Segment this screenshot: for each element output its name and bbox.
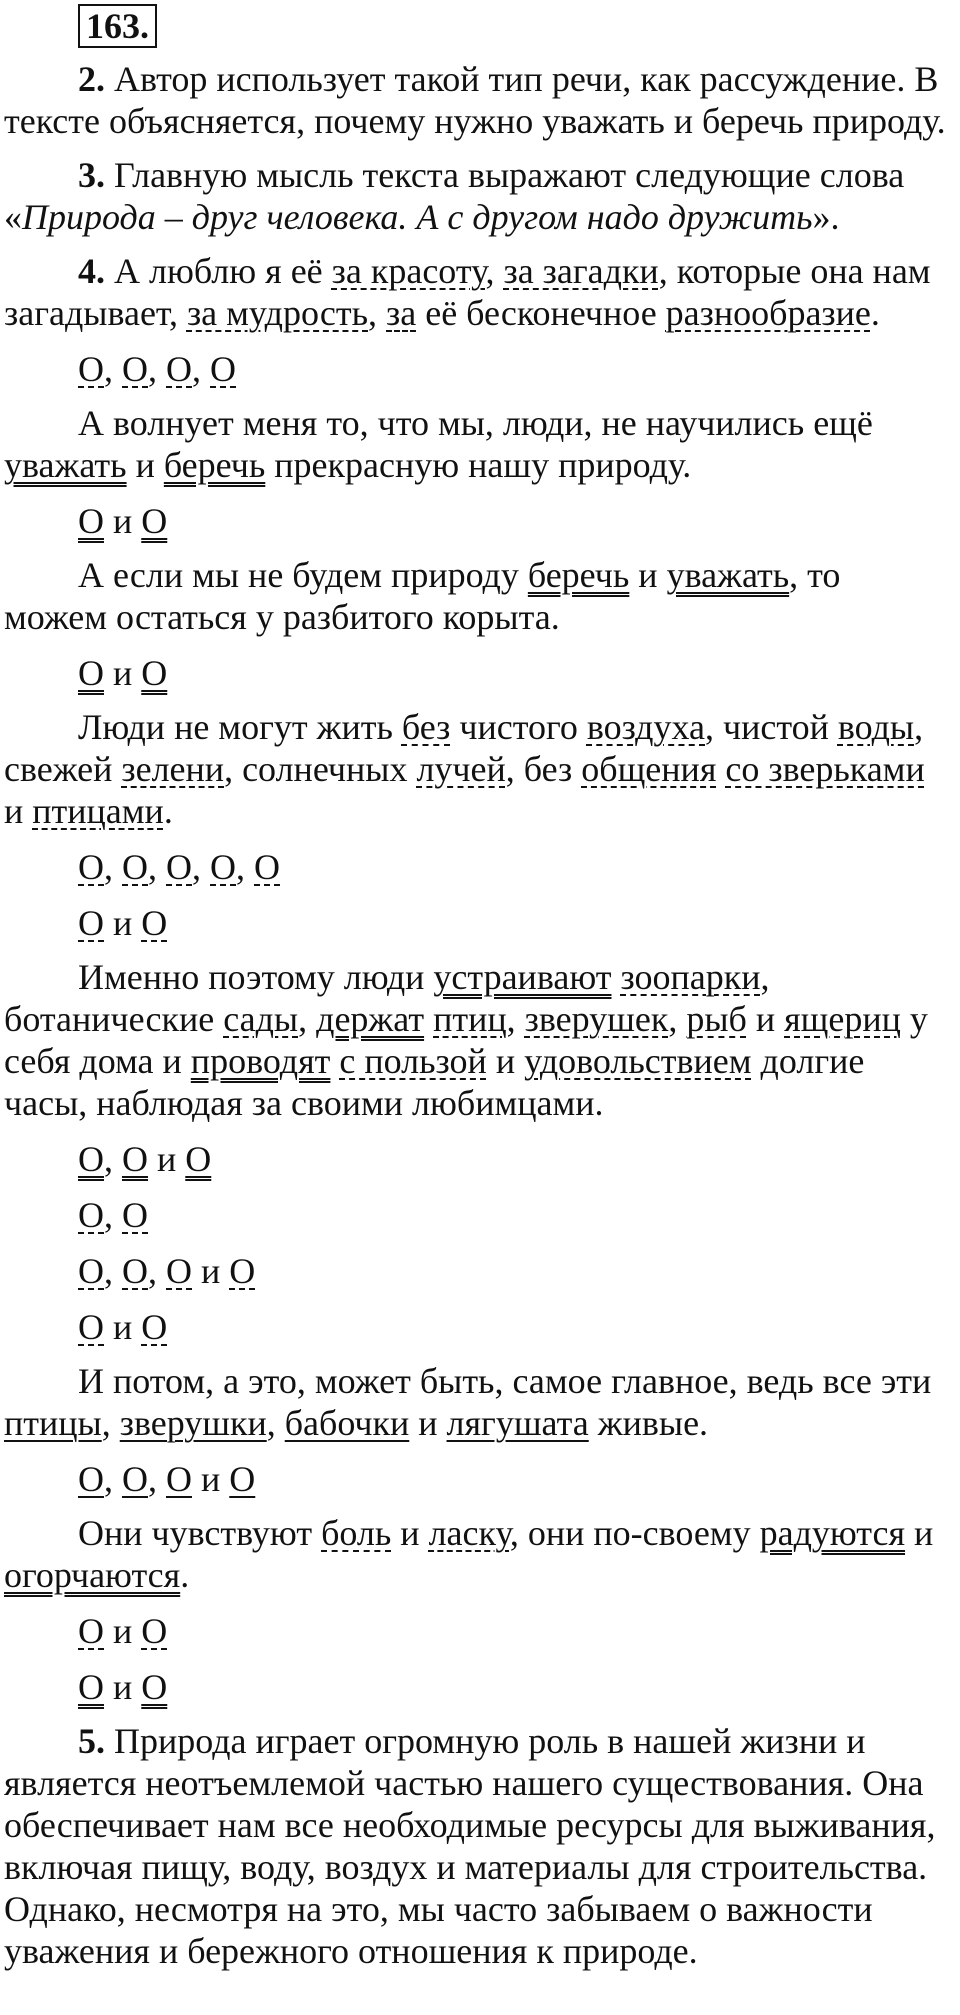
scheme-sep: и [192,1251,230,1291]
scheme-6 [78,1138,952,1180]
scheme-o: О [166,349,192,389]
scheme-sep: , [104,1251,122,1291]
scheme-o: О [166,1251,192,1291]
text: , чистой [705,707,838,747]
scheme-o: О [78,501,104,541]
text: , то можем остаться у разбитого корыта. [4,555,841,637]
answer-item-4-sentence-3 [4,554,952,638]
text: , [368,293,387,333]
text: , которые она нам загадывает, [4,251,931,333]
text: Они чувствуют [78,1513,322,1553]
scheme-o: О [185,1139,212,1179]
text: у себя дома и [4,999,928,1081]
scheme-sep: , [148,1459,166,1499]
scheme-7 [78,1194,952,1236]
item-text: Автор использует такой тип речи, как рассуждение. В тексте объясняется, почему нужно уважать и беречь природу. [4,59,946,141]
underlined-word: птицы [4,1403,102,1443]
text: И потом, а это, может быть, самое главное, ведь все эти [78,1361,932,1401]
underlined-word: огорчаются [4,1555,181,1595]
underlined-word: беречь [163,445,266,485]
task-number: 163. [78,4,157,48]
scheme-o: О [141,1667,168,1707]
scheme-sep: , [192,349,210,389]
scheme-sep: , [104,1139,122,1179]
text: и [905,1513,934,1553]
answer-item-4-sentence-5 [4,956,952,1124]
scheme-10 [78,1458,952,1500]
underlined-word: лягушата [446,1403,589,1443]
underlined-word: ящериц [784,999,901,1039]
scheme-2 [78,500,952,542]
underlined-word: за загадки [503,251,659,291]
scheme-sep: , [104,847,122,887]
text: и [486,1041,525,1081]
scheme-9 [78,1306,952,1348]
underlined-word: радуются [759,1513,906,1553]
item-number: 2. [78,59,105,99]
text: чистого [450,707,587,747]
underlined-word: сады [223,999,299,1039]
underlined-word: боль [321,1513,392,1553]
text: , свежей [4,707,924,789]
underlined-word: со зверьками [725,749,925,789]
scheme-sep: и [104,903,142,943]
underlined-word: общения [581,749,717,789]
item-number: 4. [78,251,105,291]
item-text: Природа играет огромную роль в нашей жизни и является неотъемлемой частью нашего существования. Она обеспечивает нам все необходимые ресурсы для выживания, включая пищу, воду, воздух и материалы для строительства. Однако, несмотря на это, мы часто забываем о важности уважения и бережного отношения к природе. [4,1721,936,1971]
underlined-word: рыб [686,999,747,1039]
scheme-o: О [122,349,148,389]
underlined-word: удовольствием [524,1041,752,1081]
scheme-o: О [78,349,104,389]
text: . [163,791,173,831]
text: А если мы не будем природу [78,555,528,595]
scheme-1 [78,348,952,390]
text: и [126,445,164,485]
answer-item-4-sentence-2 [4,402,952,486]
underlined-word: устраивают [433,957,612,997]
scheme-o: О [78,1195,104,1235]
item-number: 5. [78,1721,105,1761]
scheme-o: О [141,501,168,541]
text: А волнует меня то, что мы, люди, не научились ещё [78,403,873,443]
scheme-o: О [78,1307,104,1347]
underlined-word: воздуха [586,707,706,747]
scheme-o: О [254,847,280,887]
underlined-word: уважать [666,555,790,595]
text: , [266,1403,285,1443]
quote-end: ». [812,197,840,237]
scheme-sep: и [104,1667,142,1707]
main-idea-quote: Природа – друг человека. А с другом надо дружить [22,197,813,237]
text: . [870,293,880,333]
text: и [629,555,667,595]
underlined-word: за [386,293,417,333]
underlined-word: разнообразие [665,293,871,333]
scheme-o: О [78,1459,104,1499]
underlined-word: уважать [4,445,127,485]
text: А люблю я её [105,251,332,291]
text: , [668,999,687,1039]
scheme-o: О [78,1251,104,1291]
underlined-word: зоопарки [620,957,761,997]
scheme-sep: , [148,349,166,389]
scheme-3 [78,652,952,694]
scheme-o: О [78,1611,104,1651]
scheme-sep: , [104,349,122,389]
scheme-o: О [122,1251,148,1291]
underlined-word: за красоту [331,251,486,291]
scheme-sep: и [148,1139,186,1179]
scheme-o: О [78,847,104,887]
scheme-o: О [122,1195,148,1235]
scheme-sep: , [148,1251,166,1291]
text: и [4,791,33,831]
scheme-11 [78,1610,952,1652]
text: и [409,1403,447,1443]
scheme-o: О [141,903,168,943]
text: и [746,999,785,1039]
scheme-sep: и [192,1459,230,1499]
scheme-sep: и [104,653,142,693]
scheme-4 [78,846,952,888]
underlined-word: птиц [433,999,507,1039]
text: , ботанические [4,957,770,1039]
task-number-row [4,4,952,48]
scheme-o: О [210,847,236,887]
scheme-o: О [78,1667,104,1707]
scheme-o: О [229,1251,256,1291]
answer-item-4-sentence-6 [4,1360,952,1444]
underlined-word: лучей [416,749,506,789]
underlined-word: бабочки [284,1403,410,1443]
scheme-o: О [141,653,168,693]
text: , [298,999,317,1039]
text: . [180,1555,190,1595]
text: долгие часы, наблюдая за своими любимцами. [4,1041,865,1123]
underlined-word: воды [837,707,915,747]
underlined-word: за мудрость [186,293,369,333]
scheme-12 [78,1666,952,1708]
scheme-o: О [122,1139,148,1179]
scheme-o: О [166,847,192,887]
scheme-o: О [122,847,148,887]
scheme-o: О [78,653,104,693]
answer-item-2 [4,58,952,142]
text: её бесконечное [416,293,666,333]
answer-item-5 [4,1720,952,1972]
underlined-word: проводят [190,1041,331,1081]
text [424,999,433,1039]
scheme-o: О [78,1139,104,1179]
underlined-word: с пользой [339,1041,487,1081]
underlined-word: зелени [121,749,225,789]
scheme-sep: и [104,501,142,541]
underlined-word: зверушек [524,999,669,1039]
scheme-sep: , [104,1195,122,1235]
underlined-word: беречь [527,555,630,595]
scheme-o: О [122,1459,148,1499]
text: Люди не могут жить [78,707,402,747]
scheme-o: О [166,1459,192,1499]
scheme-sep: , [236,847,254,887]
underlined-word: ласку [428,1513,510,1553]
text: прекрасную нашу природу. [265,445,692,485]
text: , [101,1403,120,1443]
scheme-sep: и [104,1611,142,1651]
item-text: Главную мысль текста выражают следующие слова « [4,155,905,237]
text: и [391,1513,429,1553]
answer-item-4-sentence-1 [4,250,952,334]
text: живые. [588,1403,709,1443]
scheme-sep: и [104,1307,142,1347]
text: , [485,251,504,291]
scheme-o: О [141,1307,168,1347]
underlined-word: зверушки [119,1403,267,1443]
scheme-o: О [141,1611,168,1651]
scheme-sep: , [148,847,166,887]
scheme-o: О [210,349,236,389]
scheme-sep: , [192,847,210,887]
answer-item-3 [4,154,952,238]
text: , солнечных [224,749,417,789]
text: , они по-своему [509,1513,760,1553]
text: Именно поэтому люди [78,957,434,997]
scheme-8 [78,1250,952,1292]
text: , [506,999,525,1039]
scheme-o: О [78,903,104,943]
scheme-5 [78,902,952,944]
answer-item-4-sentence-4 [4,706,952,832]
item-number: 3. [78,155,105,195]
answer-item-4-sentence-7 [4,1512,952,1596]
underlined-word: держат [316,999,425,1039]
underlined-word: без [401,707,451,747]
scheme-sep: , [104,1459,122,1499]
text: , без [505,749,582,789]
underlined-word: птицами [32,791,164,831]
scheme-o: О [229,1459,256,1499]
